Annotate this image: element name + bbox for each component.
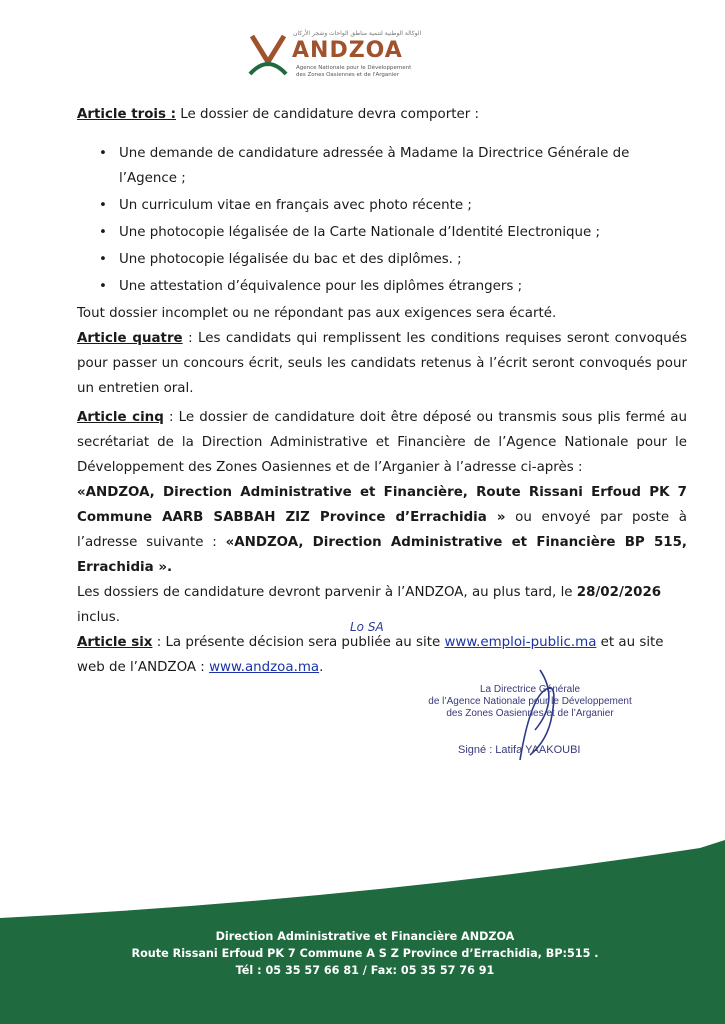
footer-address [120, 928, 610, 979]
signed-name: Signé : Latifa YAAKOUBI [458, 744, 581, 756]
emploi-public-link[interactable]: www.emploi-public.ma [444, 635, 597, 650]
article-three-intro: Le dossier de candidature devra comporter : [176, 107, 479, 122]
article-five-addresses [77, 480, 687, 580]
article-five [77, 405, 687, 480]
article-six-text-post: . [319, 660, 324, 675]
incomplete-note: Tout dossier incomplet ou ne répondant pas aux exigences sera écarté. [77, 306, 557, 321]
signature-agency-2: des Zones Oasiennes et de l’Arganier [446, 708, 614, 719]
article-three-label: Article trois : [77, 107, 177, 122]
article-six [77, 630, 687, 680]
logo-arabic-text: الوكالة الوطنية لتنمية مناطق الواحات وشجر الأركان [293, 30, 422, 37]
article-six-text-pre: : La présente décision sera publiée au site [152, 635, 445, 650]
document-body [77, 102, 687, 680]
deadline-pre: Les dossiers de candidature devront parvenir à l’ANDZOA, au plus tard, le [77, 585, 577, 600]
article-four-text: : Les candidats qui remplissent les conditions requises seront convoqués pour passer un concours écrit, seuls les candidats retenus à l’écrit seront convoqués pour un entretien oral. [77, 331, 687, 396]
article-five-text: : Le dossier de candidature doit être déposé ou transmis sous plis fermé au secrétariat de la Direction Administrative et Financière de l’Agence Nationale pour le Développement des Zones Oasiennes et de l’Arganier à l’adresse ci-après : [77, 410, 687, 475]
signature-block [420, 684, 640, 720]
andzoa-emblem-icon [248, 32, 288, 78]
list-item: • Une photocopie légalisée du bac et des diplômes. ; [77, 247, 687, 272]
deadline-post: inclus. [77, 610, 121, 625]
logo-name: ANDZOA [292, 38, 403, 63]
article-four [77, 326, 687, 401]
or-post-text: ou envoyé par poste à l’adresse suivante : [77, 510, 687, 550]
logo-subtitle-2: des Zones Oasiennes et de l'Arganier [296, 72, 399, 78]
footer-line-3: Tél : 05 35 57 66 81 / Fax: 05 35 57 76 91 [235, 964, 495, 977]
andzoa-link[interactable]: www.andzoa.ma [209, 660, 320, 675]
list-item: • Une photocopie légalisée de la Carte Nationale d’Identité Electronique ; [77, 220, 687, 245]
article-four-label: Article quatre [77, 331, 183, 346]
deadline-date: 28/02/2026 [576, 585, 662, 600]
address-one: «ANDZOA, Direction Administrative et Financière, Route Rissani Erfoud PK 7 Commune AARB SABBAH ZIZ Province d’Errachidia » [77, 485, 687, 525]
andzoa-logo [248, 28, 438, 84]
article-three-heading [77, 102, 687, 127]
logo-subtitle-1: Agence Nationale pour le Développement [296, 65, 412, 71]
required-documents-list [77, 141, 687, 299]
list-item: • Un curriculum vitae en français avec photo récente ; [77, 193, 687, 218]
article-five-label: Article cinq [77, 410, 164, 425]
list-item: • Une attestation d’équivalence pour les diplômes étrangers ; [77, 274, 687, 299]
signature-title: La Directrice Générale [479, 684, 581, 695]
article-six-text-mid: et au site web de l’ANDZOA : [77, 635, 664, 675]
footer-line-1: Direction Administrative et Financière ANDZOA [215, 930, 515, 943]
list-item: • Une demande de candidature adressée à Madame la Directrice Générale de l’Agence ; [77, 141, 687, 191]
article-six-label: Article six [77, 635, 153, 650]
signature-agency-1: de l’Agence Nationale pour le Développement [428, 696, 632, 707]
footer-line-2: Route Rissani Erfoud PK 7 Commune A S Z Province d’Errachidia, BP:515 . [131, 947, 599, 960]
address-two: «ANDZOA, Direction Administrative et Financière BP 515, Errachidia ». [77, 535, 687, 575]
paraph-initials: Lo SA [350, 620, 384, 634]
